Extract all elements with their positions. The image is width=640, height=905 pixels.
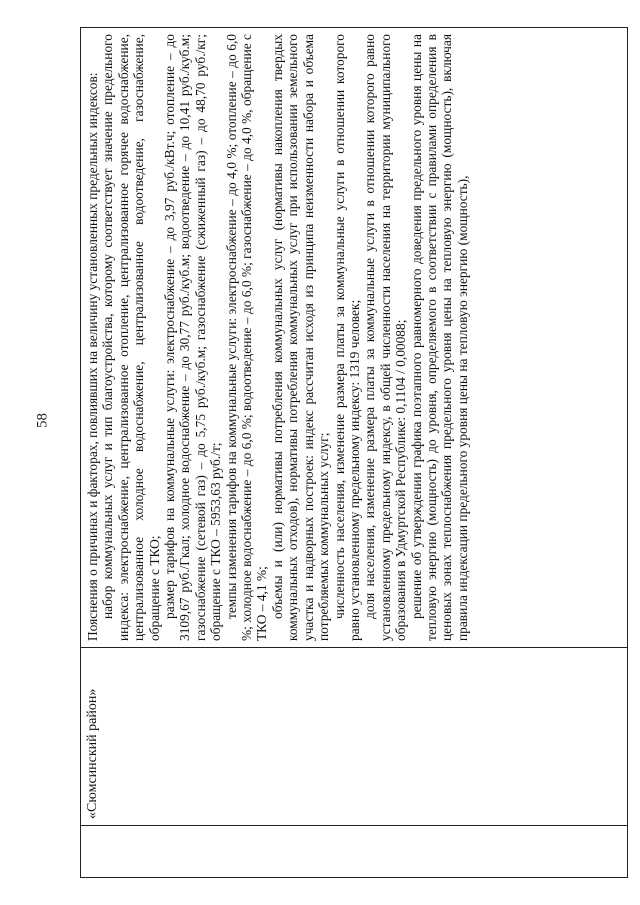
paragraph: решение об утверждении графика поэтапного равномерного доведения предельного уровня цены на тепловую энергию (мощность) до уровня, определяемого в соответствии с правилами определения в ценовых зонах теплоснабжения предельного уровня цены на тепловую энергию (мощность), включая правила индексации предельного уровня цены на тепловую энергию (мощность), xyxy=(408,34,470,641)
paragraph: численность населения, изменение размера платы за коммунальные услуги в отношении которого равно установленному предельному индексу: 1319 человек; xyxy=(331,34,362,641)
document-table xyxy=(80,27,628,878)
table-row xyxy=(81,28,628,878)
paragraph: темпы изменения тарифов на коммунальные услуги: электроснабжение – до 4,0 %; отопление – до 6,0 %; холодное водоснабжение – до 6,0 %; водоотведение – до 6,0 %; газоснабжение – до 4,0 %, обращение с ТКО – 4,1 %; xyxy=(223,34,270,641)
paragraph: размер тарифов на коммунальные услуги: электроснабжение – до 3,97 руб./кВт.ч; отопление – до 3109,67 руб./Гкал; холодное водоснабжение – до 30,77 руб./куб.м; водоотведение – до 10,41 руб./куб.м; газоснабжение (сетевой газ) – до 5,75 руб./куб.м; газоснабжение (сжиженный газ) – до 48,70 руб./кг; обращение с ТКО – 5953,63 руб./т; xyxy=(162,34,224,641)
paragraph: объемы и (или) нормативы потребления коммунальных услуг (нормативы накопления твердых коммунальных отходов), нормативы потребления коммунальных услуг при использовании земельного участка и надворных построек: индекс рассчитан исходя из принципа неизменности набора и объема потребляемых коммунальных услуг; xyxy=(269,34,332,641)
explanation-cell xyxy=(81,28,628,648)
district-cell xyxy=(81,648,628,826)
page-number: 58 xyxy=(34,413,51,428)
paragraph: доля населения, изменение размера платы за коммунальные услуги в отношении которого равно установленному предельному индексу, в общей численности населения на территории муниципального образования в Удмуртской Республике: 0,1104 / 0,00088; xyxy=(362,34,409,641)
paragraph: набор коммунальных услуг и тип благоустройства, которому соответствует значение предельного индекса: электроснабжение, централизованное отопление, централизованное горячее водоснабжение, централизованное холодное водоснабжение, централизованное водоотведение, газоснабжение, обращение с ТКО; xyxy=(100,34,162,641)
district-name: «Сюмсинский район» xyxy=(85,688,100,819)
paragraph: Пояснения о причинах и факторах, повлиявших на величину установленных предельных индексов: xyxy=(85,72,100,641)
explanation-text xyxy=(81,28,470,647)
rotated-table-area xyxy=(80,28,628,878)
empty-cell xyxy=(81,826,628,878)
